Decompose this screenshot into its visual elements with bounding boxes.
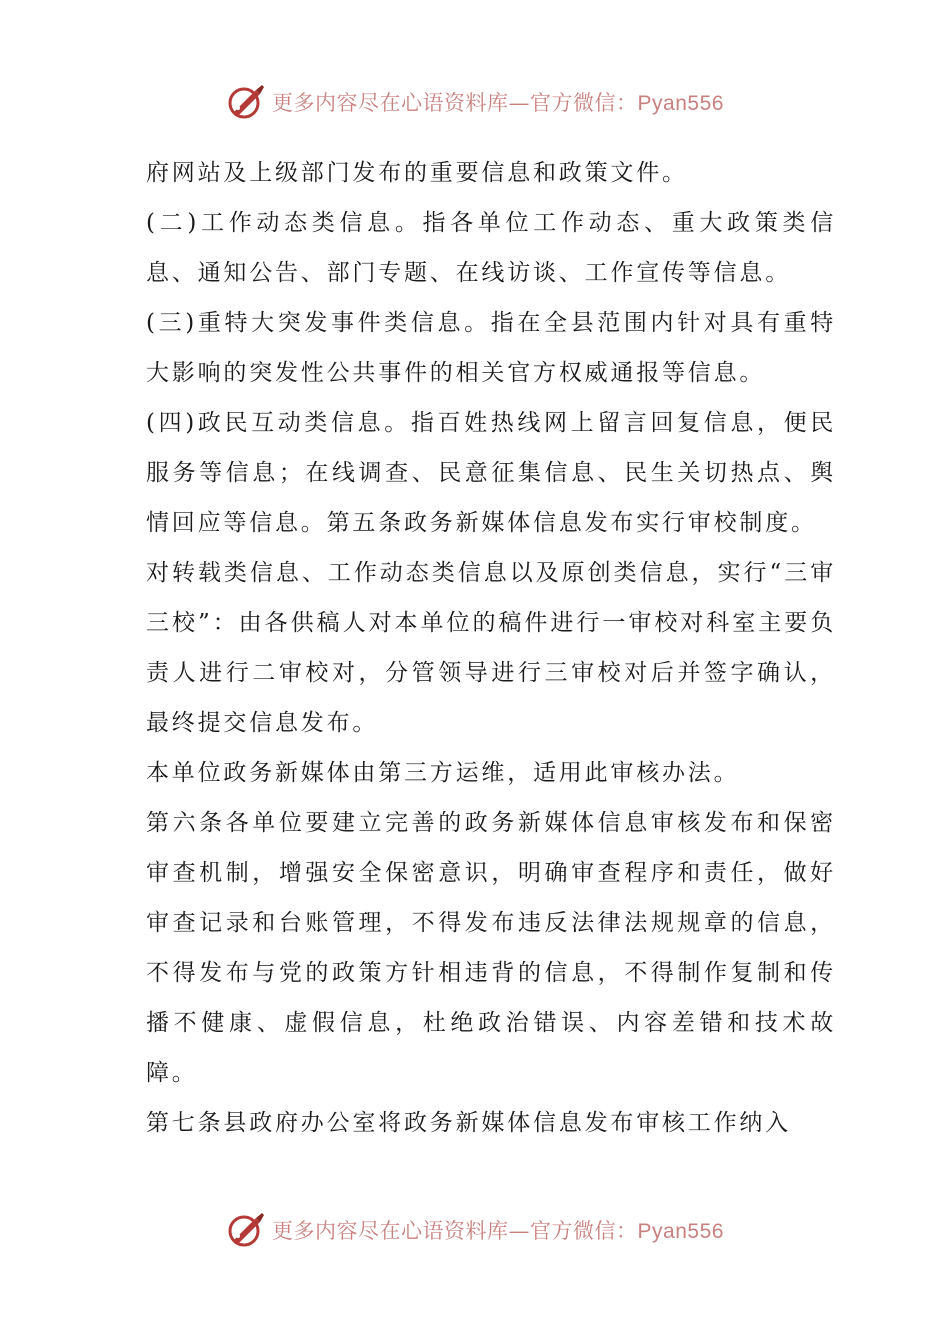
- document-body: [146, 148, 836, 1148]
- footer-wechat-id: Pyan556: [637, 1220, 724, 1243]
- header-text: [272, 87, 724, 117]
- footer-brand: 更多内容尽在心语资料库: [272, 1219, 509, 1243]
- header-wechat-label: 官方微信：: [530, 91, 638, 115]
- paragraph-4: (四)政民互动类信息。指百姓热线网上留言回复信息，便民服务等信息；在线调查、民意征集信息、民生关切热点、舆情回应等信息。第五条政务新媒体信息发布实行审校制度。: [146, 410, 836, 536]
- pen-nib-seal-icon: [226, 1210, 266, 1250]
- paragraph-6: 本单位政务新媒体由第三方运维，适用此审核办法。: [146, 760, 740, 786]
- header-wechat-id: Pyan556: [637, 92, 724, 115]
- paragraph-8: 第七条县政府办公室将政务新媒体信息发布审核工作纳入: [146, 1110, 791, 1136]
- paragraph-2: (二)工作动态类信息。指各单位工作动态、重大政策类信息、通知公告、部门专题、在线访谈、工作宣传等信息。: [146, 210, 836, 286]
- footer-text: [272, 1215, 724, 1245]
- header-brand: 更多内容尽在心语资料库: [272, 91, 509, 115]
- paragraph-5: 对转载类信息、工作动态类信息以及原创类信息，实行“三审三校”：由各供稿人对本单位的稿件进行一审校对科室主要负责人进行二审校对，分管领导进行三审校对后并签字确认，最终提交信息发布。: [146, 560, 836, 736]
- footer-dash: —: [508, 1219, 531, 1243]
- paragraph-1: 府网站及上级部门发布的重要信息和政策文件。: [146, 160, 688, 186]
- pen-nib-seal-icon: [226, 82, 266, 122]
- footer-wechat-label: 官方微信：: [530, 1219, 638, 1243]
- footer-banner: [0, 1208, 950, 1252]
- paragraph-3: (三)重特大突发事件类信息。指在全县范围内针对具有重特大影响的突发性公共事件的相关官方权威通报等信息。: [146, 310, 836, 386]
- header-banner: [0, 80, 950, 124]
- header-dash: —: [508, 91, 531, 115]
- paragraph-7: 第六条各单位要建立完善的政务新媒体信息审核发布和保密审查机制，增强安全保密意识，明确审查程序和责任，做好审查记录和台账管理，不得发布违反法律法规规章的信息，不得发布与党的政策方针相违背的信息，不得制作复制和传播不健康、虚假信息，杜绝政治错误、内容差错和技术故障。: [146, 810, 836, 1086]
